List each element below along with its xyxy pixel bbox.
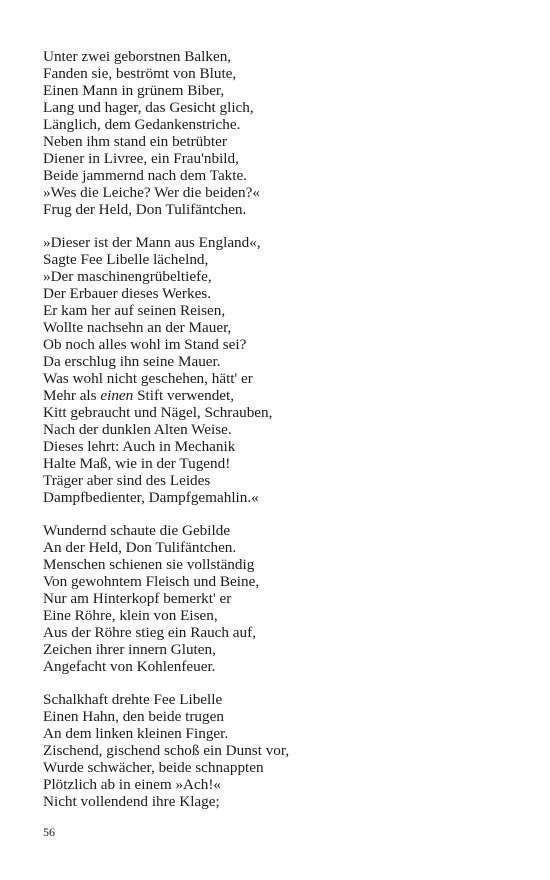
verse-line: Kitt gebraucht und Nägel, Schrauben, xyxy=(43,404,273,421)
verse-line-emphasis xyxy=(43,387,513,404)
verse-line: Unter zwei geborstnen Balken, xyxy=(43,48,232,65)
stanza-3 xyxy=(43,522,513,675)
verse-line: Ob noch alles wohl im Stand sei? xyxy=(43,336,247,353)
verse-line: Was wohl nicht geschehen, hätt' er xyxy=(43,370,253,387)
verse-line: Träger aber sind des Leides xyxy=(43,472,211,489)
verse-line: Fanden sie, beströmt von Blute, xyxy=(43,65,237,82)
verse-line: Von gewohntem Fleisch und Beine, xyxy=(43,573,260,590)
verse-line: Angefacht von Kohlenfeuer. xyxy=(43,658,216,675)
verse-line: Einen Hahn, den beide trugen xyxy=(43,708,224,725)
verse-line: Plötzlich ab in einem »Ach!« xyxy=(43,776,221,793)
verse-line: Eine Röhre, klein von Eisen, xyxy=(43,607,218,624)
verse-line: Sagte Fee Libelle lächelnd, xyxy=(43,251,209,268)
emphasized-word: einen xyxy=(100,387,134,404)
verse-line: Dieses lehrt: Auch in Mechanik xyxy=(43,438,236,455)
verse-line-end: Stift verwendet, xyxy=(133,387,235,404)
verse-line: Beide jammernd nach dem Takte. xyxy=(43,167,248,184)
verse-line: Neben ihm stand ein betrübter xyxy=(43,133,227,150)
verse-line: Frug der Held, Don Tulifäntchen. xyxy=(43,201,247,218)
stanza-4 xyxy=(43,691,513,810)
verse-line: Länglich, dem Gedankenstriche. xyxy=(43,116,241,133)
verse-line: »Der maschinengrübeltiefe, xyxy=(43,268,212,285)
verse-line: Der Erbauer dieses Werkes. xyxy=(43,285,212,302)
verse-line: Da erschlug ihn seine Mauer. xyxy=(43,353,221,370)
verse-line: Zischend, gischend schoß ein Dunst vor, xyxy=(43,742,290,759)
verse-line: Zeichen ihrer innern Gluten, xyxy=(43,641,216,658)
verse-line: Wundernd schaute die Gebilde xyxy=(43,522,231,539)
verse-line: Schalkhaft drehte Fee Libelle xyxy=(43,691,223,708)
verse-line: Nicht vollendend ihre Klage; xyxy=(43,793,220,810)
verse-line: Nach der dunklen Alten Weise. xyxy=(43,421,232,438)
verse-line: »Wes die Leiche? Wer die beiden?« xyxy=(43,184,260,201)
stanza-1 xyxy=(43,48,513,218)
verse-line-start: Mehr als xyxy=(43,387,101,404)
verse-line: Einen Mann in grünem Biber, xyxy=(43,82,225,99)
verse-line: Er kam her auf seinen Reisen, xyxy=(43,302,226,319)
verse-line: Diener in Livree, ein Frau'nbild, xyxy=(43,150,239,167)
verse-line: Wurde schwächer, beide schnappten xyxy=(43,759,264,776)
verse-line: Nur am Hinterkopf bemerkt' er xyxy=(43,590,232,607)
poem-text xyxy=(43,48,513,826)
page-number: 56 xyxy=(43,825,55,839)
verse-line: Lang und hager, das Gesicht glich, xyxy=(43,99,254,116)
verse-line: An der Held, Don Tulifäntchen. xyxy=(43,539,237,556)
verse-line: Menschen schienen sie vollständig xyxy=(43,556,255,573)
verse-line: Wollte nachsehn an der Mauer, xyxy=(43,319,232,336)
verse-line: Aus der Röhre stieg ein Rauch auf, xyxy=(43,624,256,641)
verse-line: An dem linken kleinen Finger. xyxy=(43,725,229,742)
verse-line: Dampfbedienter, Dampfgemahlin.« xyxy=(43,489,259,506)
verse-line: »Dieser ist der Mann aus England«, xyxy=(43,234,261,251)
stanza-2 xyxy=(43,234,513,506)
verse-line: Halte Maß, wie in der Tugend! xyxy=(43,455,231,472)
